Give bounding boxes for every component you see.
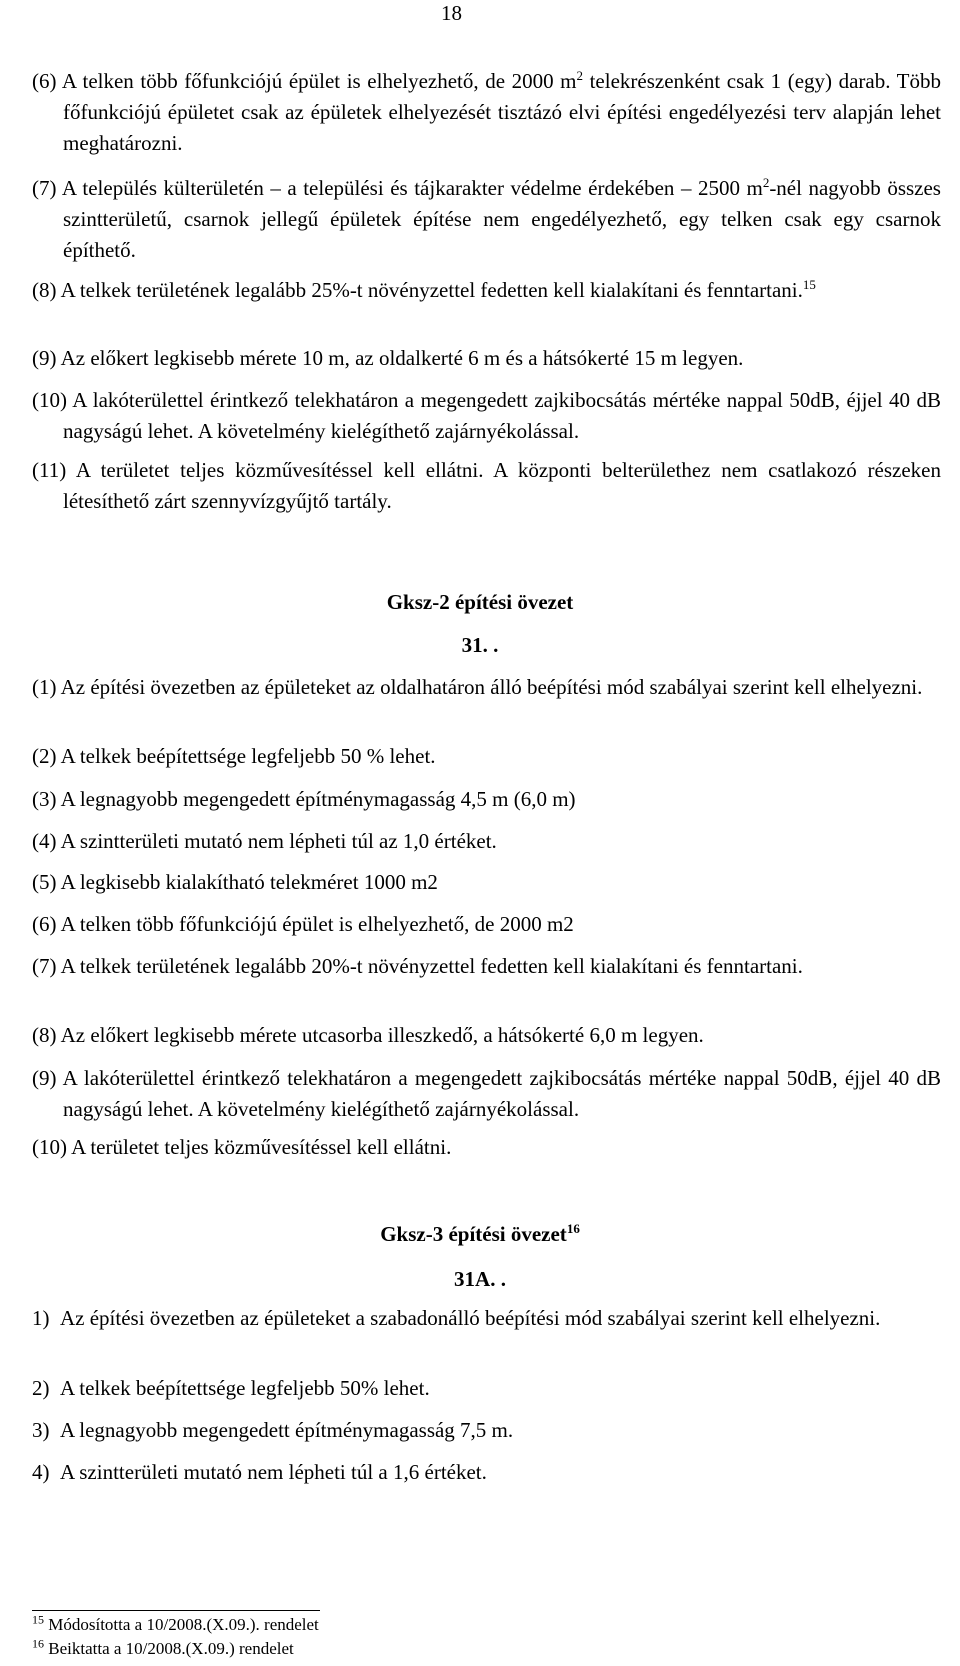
section-number-31: 31. .	[461, 633, 499, 657]
gksz2-item-3: (3) A legnagyobb megengedett építménymagasság 4,5 m (6,0 m)	[32, 787, 576, 811]
section-title-gksz2: Gksz-2 építési övezet	[386, 590, 574, 614]
gksz2-item-8: (8) Az előkert legkisebb mérete utcasorba illeszkedő, a hátsókerté 6,0 m legyen.	[32, 1023, 704, 1047]
gksz2-item-5: (5) A legkisebb kialakítható telekméret 1000 m2	[32, 870, 438, 894]
paragraph-7: (7) A település külterületén – a települési és tájkarakter védelme érdekében – 2500 $m^2$-nél nagyobb összes szintterületű, csarnok jellegű épületek építése nem engedélyezhető, egy telken csak egy csarnok építhető.	[32, 175, 941, 262]
gksz3-item-4: 4) A szintterületi mutató nem lépheti túl a 1,6 értéket.	[32, 1460, 487, 1484]
gksz2-item-6: (6) A telken több főfunkciójú épület is elhelyezhető, de 2000 m2	[32, 912, 574, 936]
section-title-gksz3: Gksz-3 építési övezet$^{16}$	[380, 1221, 580, 1246]
paragraph-11: (11) A területet teljes közművesítéssel kell ellátni. A központi belterülethez nem csatlakozó részeken létesíthető zárt szennyvízgyűjtő tartály.	[32, 458, 941, 513]
gksz2-item-2: (2) A telkek beépítettsége legfeljebb 50 % lehet.	[32, 744, 436, 768]
paragraph-9: (9) Az előkert legkisebb mérete 10 m, az oldalkerté 6 m és a hátsókerté 15 m legyen.	[32, 346, 744, 370]
section-number-31a: 31A. .	[454, 1267, 506, 1291]
paragraph-6: (6) A telken több főfunkciójú épület is elhelyezhető, de 2000 $m^2$ telekrészenként csak 1 (egy) darab. Több főfunkciójú épületet csak az épületek elhelyezését tisztázó elvi építési engedélyezési terv alapján lehet meghatározni.	[32, 68, 941, 155]
gksz3-item-3: 3) A legnagyobb megengedett építménymagasság 7,5 m.	[32, 1418, 514, 1442]
footnote-divider	[32, 1610, 320, 1611]
paragraph-8: (8) A telkek területének legalább 25%-t növényzettel fedetten kell kialakítani és fenntartani.$^{15}$	[32, 277, 816, 302]
gksz2-item-4: (4) A szintterületi mutató nem lépheti túl az 1,0 értéket.	[32, 829, 497, 853]
gksz3-item-2: 2) A telkek beépítettsége legfeljebb 50% lehet.	[32, 1376, 430, 1400]
gksz2-item-7: (7) A telkek területének legalább 20%-t növényzettel fedetten kell kialakítani és fenntartani.	[32, 954, 803, 978]
footnote-16: $^{16}$ Beiktatta a 10/2008.(X.09.) rendelet	[32, 1636, 294, 1658]
gksz2-item-9: (9) A lakóterülettel érintkező telekhatáron a megengedett zajkibocsátás mértéke nappal 50dB, éjjel 40 dB nagyságú lehet. A követelmény kielégíthető zajárnyékolással.	[32, 1066, 942, 1121]
paragraph-10: (10) A lakóterülettel érintkező telekhatáron a megengedett zajkibocsátás mértéke nappal 50dB, éjjel 40 dB nagyságú lehet. A követelmény kielégíthető zajárnyékolással.	[32, 388, 941, 443]
gksz3-item-1: 1) Az építési övezetben az épületeket a szabadonálló beépítési mód szabályai szerint kell elhelyezni.	[32, 1306, 881, 1330]
gksz2-item-10: (10) A területet teljes közművesítéssel kell ellátni.	[32, 1135, 452, 1159]
footnote-15: $^{15}$ Módosította a 10/2008.(X.09.). rendelet	[32, 1612, 319, 1634]
gksz2-item-1: (1) Az építési övezetben az épületeket az oldalhatáron álló beépítési mód szabályai szerint kell elhelyezni.	[32, 675, 923, 699]
